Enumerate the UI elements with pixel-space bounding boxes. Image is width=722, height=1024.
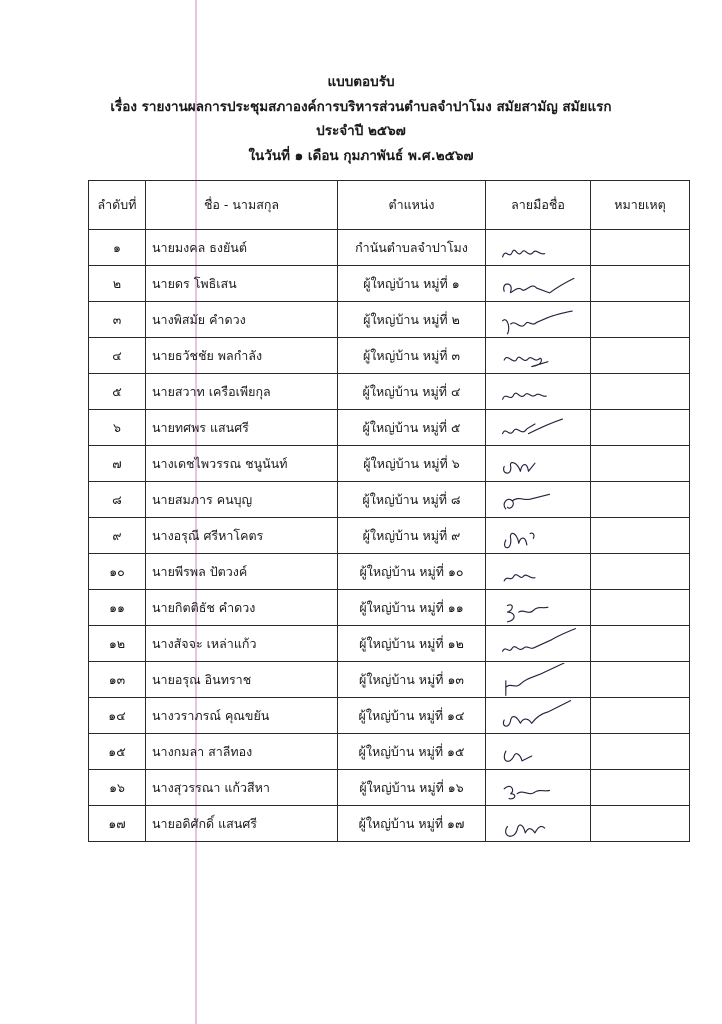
row-number: ๑๗ — [89, 806, 146, 842]
table-row — [89, 698, 690, 734]
row-position: ผู้ใหญ่บ้าน หมู่ที่ ๑๗ — [338, 806, 486, 842]
table-row — [89, 806, 690, 842]
row-name: นางกมลา สาลีทอง — [146, 734, 338, 770]
row-remark — [591, 554, 690, 590]
table-body — [89, 230, 690, 842]
document-header — [0, 70, 722, 168]
signature-drawing — [490, 483, 588, 517]
row-position: ผู้ใหญ่บ้าน หมู่ที่ ๑๖ — [338, 770, 486, 806]
row-position: ผู้ใหญ่บ้าน หมู่ที่ ๕ — [338, 410, 486, 446]
row-number: ๑๐ — [89, 554, 146, 590]
row-number: ๑๖ — [89, 770, 146, 806]
row-remark — [591, 626, 690, 662]
header-name: ชื่อ - นามสกุล — [146, 181, 338, 230]
table-row — [89, 662, 690, 698]
signature-drawing — [490, 735, 588, 769]
row-signature — [486, 302, 591, 338]
header-no: ลำดับที่ — [89, 181, 146, 230]
row-remark — [591, 590, 690, 626]
row-remark — [591, 698, 690, 734]
row-remark — [591, 374, 690, 410]
table-row — [89, 626, 690, 662]
row-signature — [486, 266, 591, 302]
row-number: ๖ — [89, 410, 146, 446]
attendance-table — [88, 180, 690, 842]
table-row — [89, 590, 690, 626]
row-position: กำนันตำบลจำปาโมง — [338, 230, 486, 266]
row-number: ๑๓ — [89, 662, 146, 698]
row-number: ๑ — [89, 230, 146, 266]
table-row — [89, 446, 690, 482]
row-number: ๒ — [89, 266, 146, 302]
row-signature — [486, 698, 591, 734]
row-number: ๕ — [89, 374, 146, 410]
row-signature — [486, 482, 591, 518]
row-name: นายดร โพธิเสน — [146, 266, 338, 302]
header-signature: ลายมือชื่อ — [486, 181, 591, 230]
table-row — [89, 518, 690, 554]
row-name: นางพิสมัย คำดวง — [146, 302, 338, 338]
date-line: ในวันที่ ๑ เดือน กุมภาพันธ์ พ.ศ.๒๕๖๗ — [248, 147, 474, 164]
row-position: ผู้ใหญ่บ้าน หมู่ที่ ๑๐ — [338, 554, 486, 590]
fiscal-year-line: ประจำปี ๒๕๖๗ — [316, 123, 406, 139]
row-number: ๓ — [89, 302, 146, 338]
signature-drawing — [490, 339, 588, 373]
table-row — [89, 554, 690, 590]
row-name: นางอรุณี ศรีหาโคตร — [146, 518, 338, 554]
row-name: นายพีรพล ปัตวงค์ — [146, 554, 338, 590]
row-signature — [486, 590, 591, 626]
row-remark — [591, 770, 690, 806]
signature-drawing — [490, 699, 588, 733]
table-row — [89, 302, 690, 338]
subject-line: เรื่อง รายงานผลการประชุมสภาองค์การบริหารส่วนตำบลจำปาโมง สมัยสามัญ สมัยแรก — [110, 98, 612, 115]
table-row — [89, 338, 690, 374]
form-title: แบบตอบรับ — [327, 74, 395, 90]
row-number: ๑๒ — [89, 626, 146, 662]
row-signature — [486, 374, 591, 410]
signature-drawing — [490, 303, 588, 337]
row-name: นายทศพร แสนศรี — [146, 410, 338, 446]
signature-drawing — [490, 411, 588, 445]
row-remark — [591, 734, 690, 770]
row-name: นายอรุณ อินทราช — [146, 662, 338, 698]
row-remark — [591, 662, 690, 698]
row-number: ๑๕ — [89, 734, 146, 770]
row-signature — [486, 518, 591, 554]
row-position: ผู้ใหญ่บ้าน หมู่ที่ ๖ — [338, 446, 486, 482]
row-position: ผู้ใหญ่บ้าน หมู่ที่ ๒ — [338, 302, 486, 338]
row-signature — [486, 338, 591, 374]
row-number: ๘ — [89, 482, 146, 518]
row-remark — [591, 230, 690, 266]
row-number: ๑๔ — [89, 698, 146, 734]
header-position: ตำแหน่ง — [338, 181, 486, 230]
row-signature — [486, 230, 591, 266]
row-name: นายมงคล ธงยันต์ — [146, 230, 338, 266]
table-row — [89, 482, 690, 518]
row-name: นายสวาท เครือเพียกุล — [146, 374, 338, 410]
row-signature — [486, 806, 591, 842]
signature-drawing — [490, 231, 588, 265]
row-number: ๙ — [89, 518, 146, 554]
signature-drawing — [490, 519, 588, 553]
row-name: นายกิตติธัช คำดวง — [146, 590, 338, 626]
row-position: ผู้ใหญ่บ้าน หมู่ที่ ๓ — [338, 338, 486, 374]
row-remark — [591, 806, 690, 842]
row-signature — [486, 770, 591, 806]
row-remark — [591, 410, 690, 446]
row-position: ผู้ใหญ่บ้าน หมู่ที่ ๘ — [338, 482, 486, 518]
signature-drawing — [490, 267, 588, 301]
signature-drawing — [490, 447, 588, 481]
header-remark: หมายเหตุ — [591, 181, 690, 230]
row-name: นายสมภาร คนบุญ — [146, 482, 338, 518]
row-signature — [486, 410, 591, 446]
signature-drawing — [490, 771, 588, 805]
table-row — [89, 374, 690, 410]
row-number: ๔ — [89, 338, 146, 374]
row-remark — [591, 518, 690, 554]
row-position: ผู้ใหญ่บ้าน หมู่ที่ ๔ — [338, 374, 486, 410]
row-name: นายธวัชชัย พลกำลัง — [146, 338, 338, 374]
signature-drawing — [490, 555, 588, 589]
row-position: ผู้ใหญ่บ้าน หมู่ที่ ๑๓ — [338, 662, 486, 698]
row-name: นางเดชไพวรรณ ชนูนันท์ — [146, 446, 338, 482]
table-row — [89, 230, 690, 266]
row-name: นางวราภรณ์ คุณขยัน — [146, 698, 338, 734]
row-name: นางสุวรรณา แก้วสีหา — [146, 770, 338, 806]
row-signature — [486, 734, 591, 770]
row-signature — [486, 662, 591, 698]
row-position: ผู้ใหญ่บ้าน หมู่ที่ ๑๔ — [338, 698, 486, 734]
table-row — [89, 266, 690, 302]
signature-drawing — [490, 663, 588, 697]
table-row — [89, 734, 690, 770]
table-row — [89, 770, 690, 806]
row-position: ผู้ใหญ่บ้าน หมู่ที่ ๙ — [338, 518, 486, 554]
signature-drawing — [490, 807, 588, 841]
row-signature — [486, 626, 591, 662]
table-row — [89, 410, 690, 446]
row-number: ๗ — [89, 446, 146, 482]
signature-drawing — [490, 627, 588, 661]
table-header-row — [89, 181, 690, 230]
row-position: ผู้ใหญ่บ้าน หมู่ที่ ๑๑ — [338, 590, 486, 626]
row-remark — [591, 266, 690, 302]
row-position: ผู้ใหญ่บ้าน หมู่ที่ ๑ — [338, 266, 486, 302]
row-signature — [486, 446, 591, 482]
row-remark — [591, 446, 690, 482]
row-number: ๑๑ — [89, 590, 146, 626]
row-signature — [486, 554, 591, 590]
row-position: ผู้ใหญ่บ้าน หมู่ที่ ๑๒ — [338, 626, 486, 662]
signature-drawing — [490, 375, 588, 409]
row-position: ผู้ใหญ่บ้าน หมู่ที่ ๑๕ — [338, 734, 486, 770]
row-remark — [591, 302, 690, 338]
row-remark — [591, 338, 690, 374]
signature-drawing — [490, 591, 588, 625]
row-remark — [591, 482, 690, 518]
row-name: นายอดิศักดิ์ แสนศรี — [146, 806, 338, 842]
row-name: นางสัจจะ เหล่าแก้ว — [146, 626, 338, 662]
